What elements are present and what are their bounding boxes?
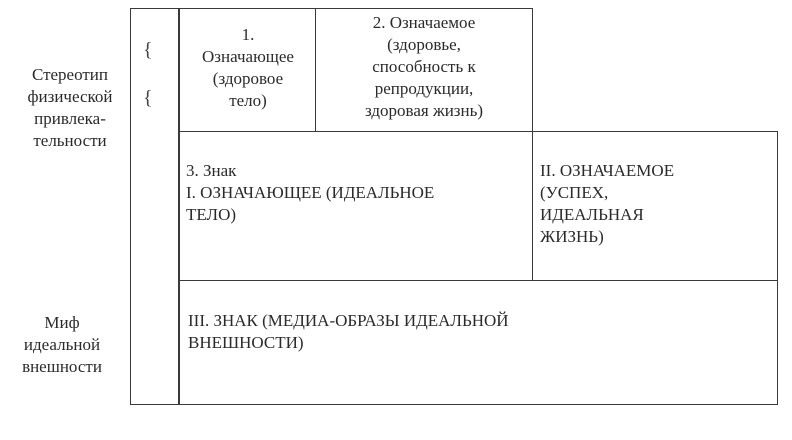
cell1-line-2: Означающее <box>202 47 294 66</box>
stereotype-line-1: Стереотип <box>31 65 109 84</box>
cell2-line-5: здоровая жизнь) <box>364 101 484 120</box>
stereotype-line-4: тельности <box>33 131 107 150</box>
stereotype-line-3: привлека- <box>34 109 106 128</box>
cell-sign-3 <box>186 160 530 226</box>
cell3-line-1: 3. Знак <box>186 161 237 180</box>
cellII-line-3: ИДЕАЛЬНАЯ <box>540 205 644 224</box>
cell2-line-1: 2. Означаемое <box>372 13 476 32</box>
cellII-line-2: (УСПЕХ, <box>540 183 609 202</box>
frame-left-inner <box>178 8 180 405</box>
frame-right-bottom <box>777 280 778 405</box>
cell1-line-1: 1. <box>241 25 255 44</box>
frame-top <box>130 8 532 9</box>
cell1-line-4: тело) <box>229 91 267 110</box>
divider-cell3-cellII <box>532 131 533 281</box>
frame-right-middle <box>777 131 778 281</box>
cell-sign-III <box>188 310 774 354</box>
divider-cell1-cell2 <box>315 8 316 132</box>
myth-line-3: внешности <box>22 357 102 376</box>
frame-bottom <box>130 404 778 405</box>
cellIII-line-2: ВНЕШНОСТИ) <box>188 333 304 352</box>
cellIII-line-1: III. ЗНАК (МЕДИА-ОБРАЗЫ ИДЕАЛЬНОЙ <box>188 311 509 330</box>
frame-left-outer <box>130 8 131 405</box>
stereotype-label <box>14 64 126 152</box>
cell-signified-2 <box>317 12 531 122</box>
cell3-line-2: I. ОЗНАЧАЮЩЕЕ (ИДЕАЛЬНОЕ <box>186 183 435 202</box>
myth-line-2: идеальной <box>23 335 101 354</box>
cellII-line-1: II. ОЗНАЧАЕМОЕ <box>540 161 675 180</box>
brace-mark-bottom: { <box>143 87 153 109</box>
myth-label <box>6 312 118 378</box>
cell1-line-3: (здоровое <box>212 69 284 88</box>
cell2-line-3: способность к <box>372 57 476 76</box>
divider-row2 <box>178 280 778 281</box>
divider-row1 <box>178 131 778 132</box>
myth-line-1: Миф <box>44 313 80 332</box>
cell2-line-2: (здоровье, <box>387 35 461 54</box>
cell3-line-3: ТЕЛО) <box>186 205 237 224</box>
cell2-line-4: репродукции, <box>374 79 474 98</box>
stereotype-line-2: физической <box>27 87 113 106</box>
cell-signified-II <box>540 160 774 248</box>
frame-top-right <box>532 8 533 132</box>
brace-mark-top: { <box>143 39 153 61</box>
cellII-line-4: ЖИЗНЬ) <box>540 227 604 246</box>
cell-signifier-1 <box>182 24 314 112</box>
